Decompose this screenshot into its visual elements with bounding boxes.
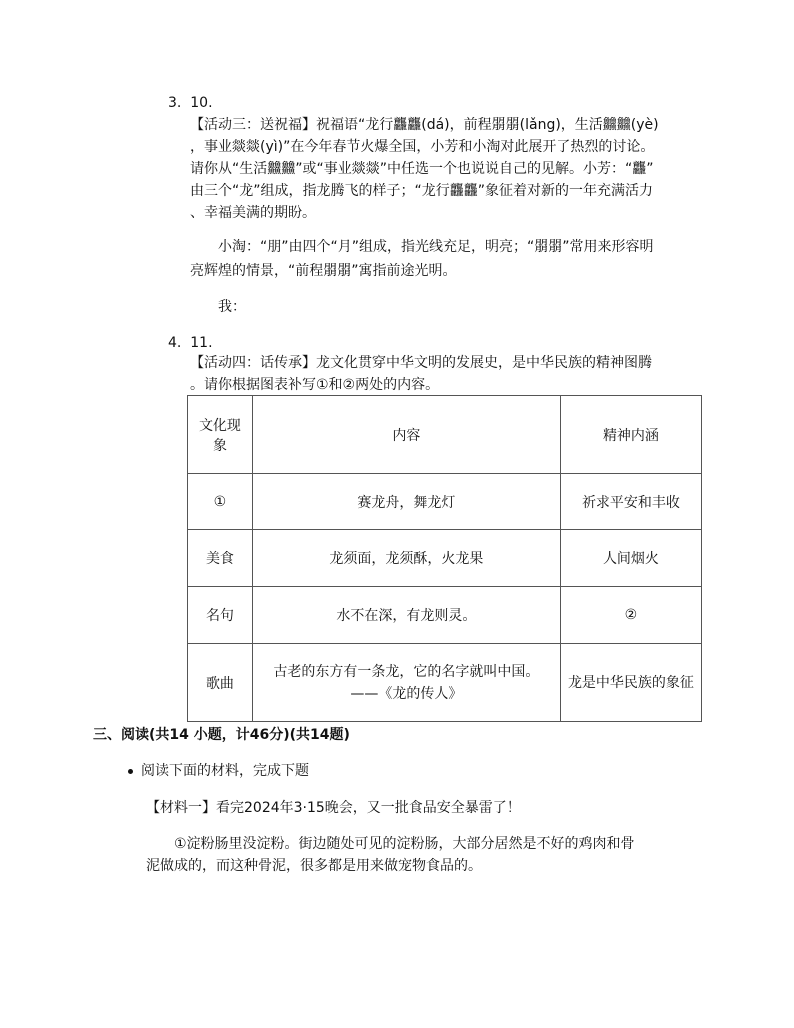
xiaotao-line: 小淘：“朋”由四个“月”组成，指光线充足，明亮；“朤朤”常用来形容明 [218,239,654,255]
section-title: 三、阅读(共14 小题，计46分)(共14题) [93,727,350,743]
material-paragraph-line: 泥做成的，而这种骨泥，很多都是用来做宠物食品的。 [146,858,482,874]
instruction-bullet: 阅读下面的材料，完成下题 [128,760,309,782]
q10-line: 、幸福美满的期盼。 [190,205,316,221]
question-number: 3. 10. [168,95,213,111]
material-paragraph-line: ①淀粉肠里没淀粉。街边随处可见的淀粉肠，大部分居然是不好的鸡肉和骨 [174,836,635,852]
table-row [188,474,702,530]
table-cell: 歌曲 [188,644,253,722]
q11-line: 。请你根据图表补写①和②两处的内容。 [190,377,440,393]
table-cell: 美食 [188,530,253,587]
answer-prompt: 我： [218,299,246,315]
header-cell: 文化现象 [188,396,253,474]
q10-line: 【活动三：送祝福】祝福语“龙行龘龘(dá)，前程朤朤(lǎng)，生活䲜䲜(yè) [190,117,659,133]
q10-line: ，事业燚燚(yì)”在今年春节火爆全国，小芳和小淘对此展开了热烈的讨论。 [190,139,655,155]
table-cell: 古老的东方有一条龙，它的名字就叫中国。 ——《龙的传人》 [252,644,560,722]
table-cell: 人间烟火 [560,530,701,587]
table-cell: ① [188,474,253,530]
table-row [188,587,702,644]
table-row [188,644,702,722]
table-header-row [188,396,702,474]
table-cell: ② [560,587,701,644]
q10-line: 请你从“生活䲜䲜”或“事业燚燚”中任选一个也说说自己的见解。小芳：“龘” [190,161,654,177]
header-cell: 精神内涵 [560,396,701,474]
table-row [188,530,702,587]
table-cell: 龙是中华民族的象征 [560,644,701,722]
header-cell: 内容 [252,396,560,474]
q10-line: 由三个“龙”组成，指龙腾飞的样子；“龙行龘龘”象征着对新的一年充满活力 [190,183,654,199]
table-cell: 祈求平安和丰收 [560,474,701,530]
culture-table [187,395,702,722]
table-cell: 水不在深，有龙则灵。 [252,587,560,644]
table-cell: 赛龙舟，舞龙灯 [252,474,560,530]
q11-line: 【活动四：话传承】龙文化贯穿中华文明的发展史，是中华民族的精神图腾 [190,355,652,371]
material-title: 【材料一】看完2024年3·15晚会，又一批食品安全暴雷了！ [146,800,521,816]
table-cell: 名句 [188,587,253,644]
bullet-icon [128,769,133,774]
xiaotao-line: 亮辉煌的情景，“前程朤朤”寓指前途光明。 [190,263,457,279]
question-number: 4. 11. [168,335,213,351]
table-cell: 龙须面，龙须酥，火龙果 [252,530,560,587]
